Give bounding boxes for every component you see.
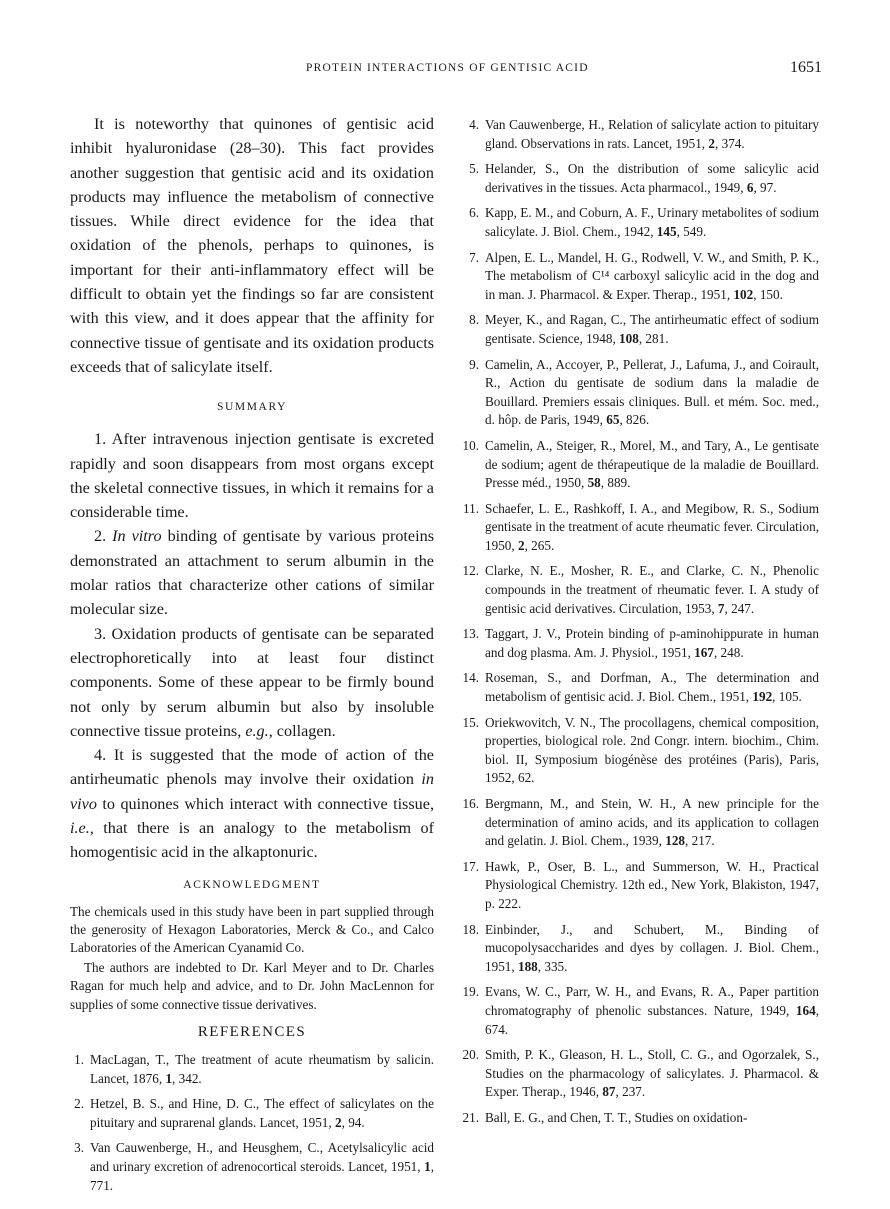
reference-volume: 7 bbox=[717, 600, 725, 616]
summary-item-1: 1. After intravenous injection gentisate is excreted rapidly and soon disappears from most organs except the skeletal connective tissues, in which it remains for a considerable time. bbox=[70, 430, 434, 522]
reference-text: Camelin, A., Steiger, R., Morel, M., and Tary, A., Le gentisate de sodium; agent de thérapeutique de la maladie de Bouillard. Presse méd., 1950, bbox=[485, 437, 819, 491]
reference-number: 21. bbox=[462, 1109, 479, 1125]
reference-text: Kapp, E. M., and Coburn, A. F., Urinary metabolites of sodium salicylate. J. Biol. Chem., 1942, bbox=[485, 205, 819, 239]
reference-pages: , 150. bbox=[753, 286, 783, 302]
reference-pages: , 374. bbox=[715, 135, 745, 151]
reference-pages: , 105. bbox=[772, 689, 802, 705]
reference-pages: , 771. bbox=[90, 1159, 434, 1193]
reference-item bbox=[457, 1046, 819, 1102]
reference-item bbox=[457, 625, 819, 662]
reference-item bbox=[457, 500, 819, 556]
reference-volume: 192 bbox=[752, 689, 773, 705]
reference-pages: , 826. bbox=[619, 412, 650, 428]
reference-volume: 128 bbox=[665, 833, 685, 849]
reference-pages: , 549. bbox=[676, 223, 707, 239]
reference-pages: , 674. bbox=[485, 1002, 819, 1037]
reference-text: MacLagan, T., The treatment of acute rheumatism by salicin. Lancet, 1876, bbox=[90, 1052, 434, 1086]
reference-number: 17. bbox=[462, 858, 479, 874]
reference-item bbox=[457, 116, 819, 153]
page-number: 1651 bbox=[790, 59, 822, 76]
references-list-left bbox=[70, 1051, 434, 1195]
reference-volume: 6 bbox=[746, 179, 754, 195]
acknowledgment-section bbox=[70, 903, 434, 1014]
reference-number: 14. bbox=[462, 670, 479, 686]
acknowledgment-paragraph-1: The chemicals used in this study have been in part supplied through the generosity of Hexagon Laboratories, Merck & Co., and Calco Laboratories of the American Cyanamid Co. bbox=[70, 903, 434, 956]
reference-item bbox=[457, 356, 819, 430]
reference-number: 4. bbox=[469, 117, 479, 132]
reference-volume: 2 bbox=[517, 537, 525, 553]
reference-volume: 188 bbox=[517, 958, 538, 974]
reference-number: 8. bbox=[469, 312, 479, 328]
reference-item bbox=[457, 562, 819, 618]
reference-number: 6. bbox=[469, 205, 479, 221]
reference-number: 5. bbox=[469, 161, 479, 177]
reference-text: Alpen, E. L., Mandel, H. G., Rodwell, V. W., and Smith, P. K., The metabolism of C¹⁴ carboxyl salicylic acid in the dog and in man. J. Pharmacol. & Exper. Therap., 1951, bbox=[485, 249, 819, 302]
reference-number: 11. bbox=[463, 500, 479, 516]
reference-number: 3. bbox=[74, 1140, 84, 1156]
reference-text: Evans, W. C., Parr, W. H., and Evans, R. A., Paper partition chromatography of phenolic substances. Nature, 1949, bbox=[485, 984, 819, 1018]
reference-text: Van Cauwenberge, H., Relation of salicylate action to pituitary gland. Observations in rats. Lancet, 1951, bbox=[485, 117, 819, 151]
reference-number: 20. bbox=[462, 1047, 479, 1063]
reference-text: Hawk, P., Oser, B. L., and Summerson, W. H., Practical Physiological Chemistry. 12th ed., New York, Blakiston, 1947, p. 222. bbox=[485, 858, 819, 911]
summary-section bbox=[70, 427, 434, 864]
reference-volume: 87 bbox=[602, 1084, 616, 1100]
reference-volume: 164 bbox=[795, 1002, 816, 1018]
reference-pages: , 94. bbox=[341, 1114, 365, 1130]
reference-text: Smith, P. K., Gleason, H. L., Stoll, C. G., and Ogorzalek, S., Studies on the pharmacology of salicylates. J. Pharmacol. & Exper. Therap., 1946, bbox=[485, 1047, 819, 1100]
reference-volume: 1 bbox=[424, 1159, 431, 1175]
reference-volume: 108 bbox=[619, 330, 639, 346]
reference-item bbox=[70, 1139, 434, 1195]
reference-pages: , 237. bbox=[615, 1084, 646, 1100]
intro-text: It is noteworthy that quinones of gentisic acid inhibit hyaluronidase (28–30). This fact provides another suggestion that gentisic acid and its oxidation products may influence the metabolism of connective tissues. While direct evidence for the idea that oxidation of the phenols, perhaps to quinones, is important for their anti-inflammatory effect will be difficult to obtain yet the findings so far are consistent with this view, and it does appear that the affinity for connective tissue of gentisate and its oxidation products exceeds that of salicylate itself. bbox=[70, 115, 434, 376]
reference-pages: , 97. bbox=[753, 179, 777, 195]
reference-pages: , 248. bbox=[713, 644, 744, 660]
reference-number: 10. bbox=[462, 437, 479, 453]
summary-item-3: 3. Oxidation products of gentisate can be separated electrophoretically into at least four distinct components. Some of these appear to be firmly bound not only by serum albumin but also by insoluble connective tissue proteins, e.g., collagen. bbox=[70, 624, 434, 740]
reference-text: Helander, S., On the distribution of some salicylic acid derivatives in the tissues. Acta pharmacol., 1949, bbox=[485, 161, 819, 195]
reference-item bbox=[457, 249, 819, 305]
reference-text: Clarke, N. E., Mosher, R. E., and Clarke, C. N., Phenolic compounds in the treatment of rheumatic fever. I. A study of gentisic acid derivatives. Circulation, 1953, bbox=[485, 563, 819, 616]
reference-volume: 145 bbox=[656, 223, 677, 239]
reference-pages: , 335. bbox=[537, 958, 568, 974]
page-header bbox=[0, 59, 890, 84]
reference-volume: 58 bbox=[587, 475, 601, 491]
discussion-paragraph bbox=[70, 112, 434, 379]
reference-item bbox=[457, 983, 819, 1039]
reference-number: 2. bbox=[74, 1096, 84, 1112]
summary-item-4: 4. It is suggested that the mode of action of the antirheumatic phenols may involve their oxidation in vivo to quinones which interact with connective tissue, i.e., that there is an analogy to the metabolism of homogentisic acid in the alkaptonuric. bbox=[70, 746, 434, 862]
reference-text: Einbinder, J., and Schubert, M., Binding of mucopolysaccharides and dyes by collagen. J. Biol. Chem., 1951, bbox=[485, 921, 819, 974]
reference-item bbox=[70, 1095, 434, 1132]
reference-number: 18. bbox=[462, 921, 479, 937]
reference-pages: , 265. bbox=[524, 537, 555, 553]
reference-volume: 2 bbox=[708, 135, 715, 151]
reference-item bbox=[457, 160, 819, 197]
reference-item bbox=[70, 1051, 434, 1088]
reference-volume: 65 bbox=[606, 412, 620, 428]
reference-text: Oriekwovitch, V. N., The procollagens, chemical composition, properties, biological role. 2nd Congr. intern. biochim., Chim. biol. II, Symposium biogénèse des protéines (Paris), Paris, 1952, bbox=[485, 714, 819, 786]
reference-number: 9. bbox=[469, 356, 479, 372]
right-column bbox=[457, 116, 819, 1135]
reference-volume: 1 bbox=[165, 1070, 173, 1086]
acknowledgment-heading: ACKNOWLEDGMENT bbox=[183, 878, 321, 891]
reference-item bbox=[457, 1109, 819, 1128]
reference-text: Meyer, K., and Ragan, C., The antirheumatic effect of sodium gentisate. Science, 1948, bbox=[485, 312, 819, 346]
reference-text: Roseman, S., and Dorfman, A., The determination and metabolism of gentisic acid. J. Biol. Chem., 1951, bbox=[485, 670, 819, 705]
reference-text: Camelin, A., Accoyer, P., Pellerat, J., Lafuma, J., and Coirault, R., Action du gentisate de sodium dans la maladie de Bouillard. Premiers essais cliniques. Bull. et mém. Soc. med., d. hôp. de Paris, 1949, bbox=[485, 356, 819, 428]
reference-item bbox=[457, 437, 819, 493]
reference-item bbox=[457, 714, 819, 788]
reference-number: 7. bbox=[469, 249, 479, 265]
reference-item bbox=[457, 858, 819, 914]
reference-number: 13. bbox=[462, 626, 479, 642]
reference-volume: 102 bbox=[733, 286, 754, 302]
reference-number: 12. bbox=[462, 563, 479, 579]
reference-pages: , 217. bbox=[685, 833, 715, 849]
reference-pages: , 281. bbox=[638, 330, 669, 346]
running-title: PROTEIN INTERACTIONS OF GENTISIC ACID bbox=[306, 62, 589, 74]
reference-number: 16. bbox=[462, 796, 479, 811]
reference-item bbox=[457, 669, 819, 706]
reference-text: Hetzel, B. S., and Hine, D. C., The effect of salicylates on the pituitary and suprarenal glands. Lancet, 1951, bbox=[90, 1096, 434, 1130]
reference-item bbox=[457, 204, 819, 241]
left-column bbox=[70, 112, 434, 1202]
reference-item bbox=[457, 921, 819, 977]
reference-item bbox=[457, 795, 819, 851]
reference-volume: 2 bbox=[335, 1114, 342, 1130]
reference-text: Van Cauwenberge, H., and Heusghem, C., Acetylsalicylic acid and urinary excretion of adrenocortical steroids. Lancet, 1951, bbox=[90, 1140, 434, 1175]
reference-item bbox=[457, 311, 819, 348]
reference-number: 19. bbox=[462, 984, 479, 1000]
reference-number: 1. bbox=[74, 1052, 84, 1068]
reference-pages: 62. bbox=[517, 770, 535, 786]
reference-text: Schaefer, L. E., Rashkoff, I. A., and Megibow, R. S., Sodium gentisate in the treatment of acute rheumatic fever. Circulation, 1950, bbox=[485, 500, 819, 553]
reference-text: Bergmann, M., and Stein, W. H., A new principle for the determination of amino acids, and its application to collagen and gelatin. J. Biol. Chem., 1939, bbox=[485, 796, 819, 849]
reference-pages: , 889. bbox=[600, 475, 631, 491]
references-heading: REFERENCES bbox=[197, 1024, 307, 1041]
reference-text: Ball, E. G., and Chen, T. T., Studies on oxidation- bbox=[485, 1109, 748, 1125]
reference-text: Taggart, J. V., Protein binding of p-aminohippurate in human and dog plasma. Am. J. Physiol., 1951, bbox=[485, 626, 819, 660]
summary-heading: SUMMARY bbox=[217, 401, 287, 414]
reference-number: 15. bbox=[462, 714, 479, 730]
summary-item-2: 2. In vitro binding of gentisate by various proteins demonstrated an attachment to serum albumin in the molar ratios that characterize other cations of similar molecular size. bbox=[70, 527, 434, 619]
references-list-right bbox=[457, 116, 819, 1128]
reference-pages: , 342. bbox=[172, 1070, 202, 1086]
reference-volume: 167 bbox=[694, 644, 714, 660]
acknowledgment-paragraph-2: The authors are indebted to Dr. Karl Meyer and to Dr. Charles Ragan for much help and advice, and to Dr. John MacLennon for supplies of some connective tissue derivatives. bbox=[70, 959, 434, 1012]
reference-pages: , 247. bbox=[724, 600, 755, 616]
